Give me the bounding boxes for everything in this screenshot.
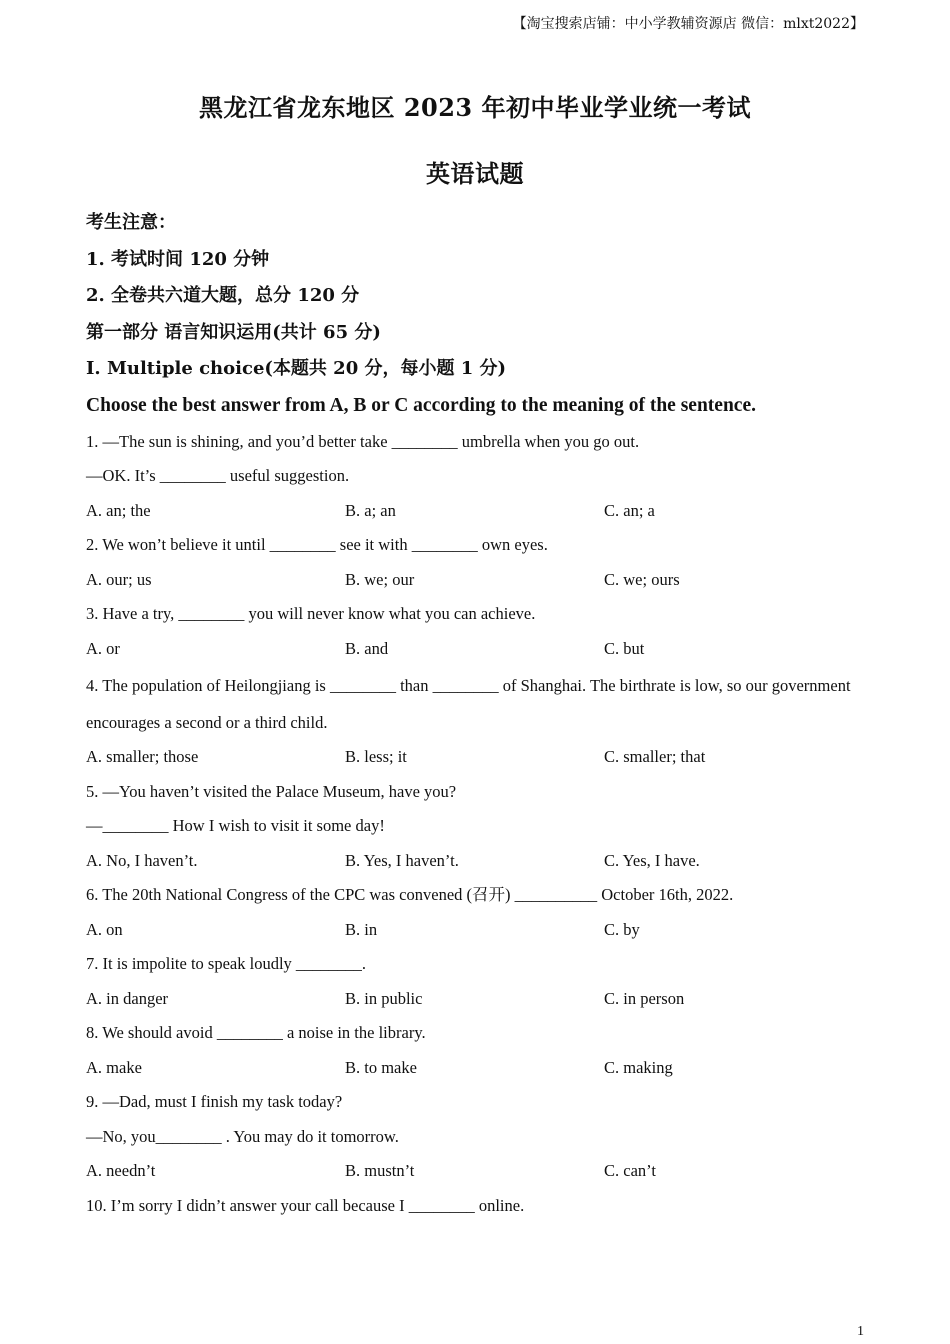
question-line: —No, you________ . You may do it tomorrow.: [86, 1126, 399, 1146]
option-b: B. in: [345, 919, 378, 939]
question-line: 8. We should avoid ________ a noise in the library.: [86, 1023, 426, 1042]
options-row: [86, 633, 876, 668]
options-row: [86, 495, 876, 530]
header-note: 【淘宝搜索店铺：中小学教辅资源店 微信：mlxt2022】: [512, 16, 864, 32]
question-line: 4. The population of Heilongjiang is ________ than ________ of Shanghai. The birthrate is low, so our government encourages a second or a third child.: [86, 676, 851, 732]
options-row: [86, 1052, 876, 1087]
option-a: A. in danger: [86, 988, 169, 1008]
option-b: B. to make: [345, 1057, 417, 1077]
question-line: —________ How I wish to visit it some day!: [86, 816, 385, 835]
option-c: C. in person: [604, 988, 685, 1008]
question-line: 10. I’m sorry I didn’t answer your call because I ________ online.: [86, 1195, 525, 1215]
option-b: B. we; our: [345, 569, 415, 589]
option-a: A. or: [86, 638, 120, 658]
option-b: B. in public: [345, 988, 423, 1008]
option-b: B. and: [345, 638, 389, 658]
option-b: B. a; an: [345, 500, 396, 520]
option-a: A. make: [86, 1057, 142, 1077]
options-row: [86, 564, 876, 599]
option-a: A. smaller; those: [86, 747, 199, 766]
option-c: C. can’t: [604, 1161, 656, 1180]
option-a: A. our; us: [86, 569, 152, 589]
option-c: C. an; a: [604, 500, 655, 520]
question-line: 9. —Dad, must I finish my task today?: [86, 1092, 343, 1111]
instruction: Choose the best answer from A, B or C according to the meaning of the sentence.: [86, 394, 756, 416]
question-line: 1. —The sun is shining, and you’d better take ________ umbrella when you go out.: [86, 431, 640, 451]
question-line: 6. The 20th National Congress of the CPC was convened (召开) __________ October 16th, 2022.: [86, 885, 734, 904]
option-a: A. an; the: [86, 500, 151, 520]
part-heading: 第一部分 语言知识运用(共计 65 分): [86, 321, 381, 343]
question-line: 7. It is impolite to speak loudly ________.: [86, 954, 367, 973]
notice-item: 1. 考试时间 120 分钟: [86, 248, 270, 270]
options-row: [86, 1155, 876, 1190]
option-c: C. we; ours: [604, 569, 680, 589]
options-row: [86, 741, 876, 776]
question-line: 3. Have a try, ________ you will never know what you can achieve.: [86, 604, 536, 623]
option-c: C. making: [604, 1057, 673, 1077]
question-line: 2. We won’t believe it until ________ see it with ________ own eyes.: [86, 535, 548, 554]
page-number: 1: [857, 1324, 864, 1339]
option-a: A. needn’t: [86, 1161, 156, 1180]
option-a: A. on: [86, 919, 123, 939]
notice-item: 2. 全卷共六道大题，总分 120 分: [86, 285, 360, 306]
option-a: A. No, I haven’t.: [86, 850, 198, 870]
notice-heading: 考生注意：: [86, 212, 176, 233]
option-c: C. by: [604, 919, 640, 939]
options-row: [86, 914, 876, 949]
options-row: [86, 845, 876, 880]
option-c: C. smaller; that: [604, 747, 706, 766]
options-row: [86, 983, 876, 1018]
option-c: C. Yes, I have.: [604, 850, 700, 870]
option-b: B. Yes, I haven’t.: [345, 850, 459, 870]
question-line: 5. —You haven’t visited the Palace Museum, have you?: [86, 781, 457, 801]
section-heading: Ⅰ. Multiple choice(本题共 20 分，每小题 1 分): [86, 358, 507, 379]
exam-content: [86, 207, 876, 1224]
exam-title: 黑龙江省龙东地区 2023 年初中毕业学业统一考试: [198, 93, 751, 122]
question-line: —OK. It’s ________ useful suggestion.: [86, 466, 350, 485]
option-b: B. less; it: [345, 747, 407, 766]
option-c: C. but: [604, 638, 645, 658]
exam-subtitle: 英语试题: [426, 159, 524, 188]
option-b: B. mustn’t: [345, 1161, 415, 1180]
